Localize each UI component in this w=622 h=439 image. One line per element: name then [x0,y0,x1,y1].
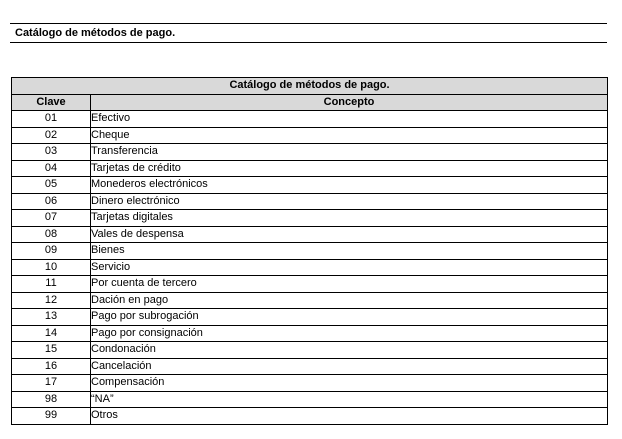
clave-cell: 99 [12,408,91,425]
table-body [12,111,608,425]
column-header-concepto: Concepto [91,94,608,111]
table-title-row [12,78,608,95]
table-title: Catálogo de métodos de pago. [12,78,608,95]
table-header-row [12,94,608,111]
clave-cell: 07 [12,210,91,227]
clave-cell: 13 [12,309,91,326]
table-row [12,243,608,260]
clave-cell: 06 [12,193,91,210]
document-heading-block [10,23,607,43]
table-row [12,210,608,227]
table-row [12,342,608,359]
concepto-cell: Por cuenta de tercero [91,276,608,293]
clave-cell: 04 [12,160,91,177]
table-row [12,276,608,293]
concepto-cell: Tarjetas digitales [91,210,608,227]
clave-cell: 01 [12,111,91,128]
table-row [12,160,608,177]
concepto-cell: Dación en pago [91,292,608,309]
concepto-cell: Pago por subrogación [91,309,608,326]
concepto-cell: Transferencia [91,144,608,161]
concepto-cell: Bienes [91,243,608,260]
clave-cell: 14 [12,325,91,342]
table-row [12,111,608,128]
concepto-cell: Compensación [91,375,608,392]
clave-cell: 12 [12,292,91,309]
document-heading: Catálogo de métodos de pago. [15,27,176,39]
table-row [12,358,608,375]
table-row [12,309,608,326]
concepto-cell: Pago por consignación [91,325,608,342]
concepto-cell: Efectivo [91,111,608,128]
clave-cell: 10 [12,259,91,276]
concepto-cell: Tarjetas de crédito [91,160,608,177]
clave-cell: 08 [12,226,91,243]
payment-methods-table [11,77,608,425]
table-row [12,226,608,243]
clave-cell: 02 [12,127,91,144]
clave-cell: 16 [12,358,91,375]
table-row [12,177,608,194]
clave-cell: 98 [12,391,91,408]
table-row [12,193,608,210]
concepto-cell: Servicio [91,259,608,276]
concepto-cell: Cancelación [91,358,608,375]
clave-cell: 09 [12,243,91,260]
table-row [12,325,608,342]
clave-cell: 03 [12,144,91,161]
table-row [12,292,608,309]
table-row [12,391,608,408]
concepto-cell: Otros [91,408,608,425]
table-row [12,144,608,161]
concepto-cell: Vales de despensa [91,226,608,243]
clave-cell: 11 [12,276,91,293]
clave-cell: 17 [12,375,91,392]
table-row [12,259,608,276]
concepto-cell: Monederos electrónicos [91,177,608,194]
clave-cell: 05 [12,177,91,194]
concepto-cell: “NA” [91,391,608,408]
table-row [12,375,608,392]
clave-cell: 15 [12,342,91,359]
table-row [12,408,608,425]
concepto-cell: Condonación [91,342,608,359]
concepto-cell: Cheque [91,127,608,144]
column-header-clave: Clave [12,94,91,111]
table-row [12,127,608,144]
concepto-cell: Dinero electrónico [91,193,608,210]
